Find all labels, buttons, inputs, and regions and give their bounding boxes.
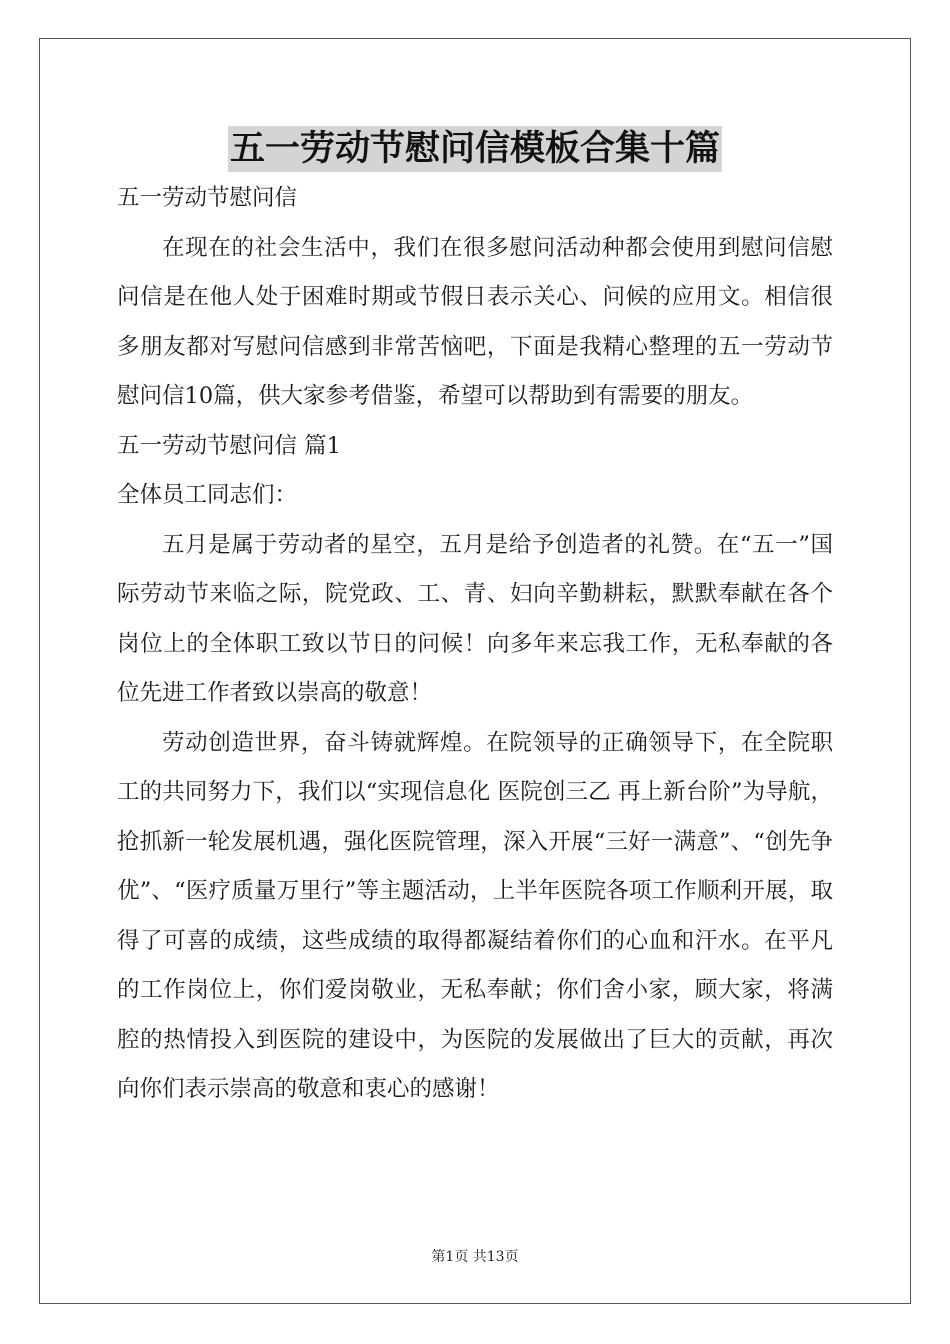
document-body — [117, 174, 833, 1115]
document-title: 五一劳动节慰问信模板合集十篇 — [228, 126, 722, 172]
paragraph-0: 五一劳动节慰问信 — [117, 185, 298, 211]
page-footer: 第1页 共13页 — [431, 1249, 519, 1265]
paragraph-3: 全体员工同志们： — [117, 482, 298, 508]
paragraph-1: 在现在的社会生活中，我们在很多慰问活动种都会使用到慰问信慰问信是在他人处于困难时期或节假日表示关心、问候的应用文。相信很多朋友都对写慰问信感到非常苦恼吧，下面是我精心整理的五一劳动节慰问信10篇，供大家参考借鉴，希望可以帮助到有需要的朋友。 — [117, 234, 833, 409]
title-container — [0, 126, 950, 172]
paragraph-5: 劳动创造世界，奋斗铸就辉煌。在院领导的正确领导下，在全院职工的共同努力下，我们以“实现信息化 医院创三乙 再上新台阶”为导航，抢抓新一轮发展机遇，强化医院管理，深入开展“三好一满意”、“创先争优”、“医疗质量万里行”等主题活动，上半年医院各项工作顺利开展，取得了可喜的成绩，这些成绩的取得都凝结着你们的心血和汗水。在平凡的工作岗位上，你们爱岗敬业，无私奉献；你们舍小家，顾大家，将满腔的热情投入到医院的建设中，为医院的发展做出了巨大的贡献，再次向你们表示崇高的敬意和衷心的感谢！ — [117, 729, 833, 1102]
paragraph-2: 五一劳动节慰问信 篇1 — [117, 432, 341, 459]
paragraph-4: 五月是属于劳动者的星空，五月是给予创造者的礼赞。在“五一”国际劳动节来临之际，院党政、工、青、妇向辛勤耕耘，默默奉献在各个岗位上的全体职工致以节日的问候！向多年来忘我工作，无私奉献的各位先进工作者致以崇高的敬意！ — [117, 531, 833, 706]
